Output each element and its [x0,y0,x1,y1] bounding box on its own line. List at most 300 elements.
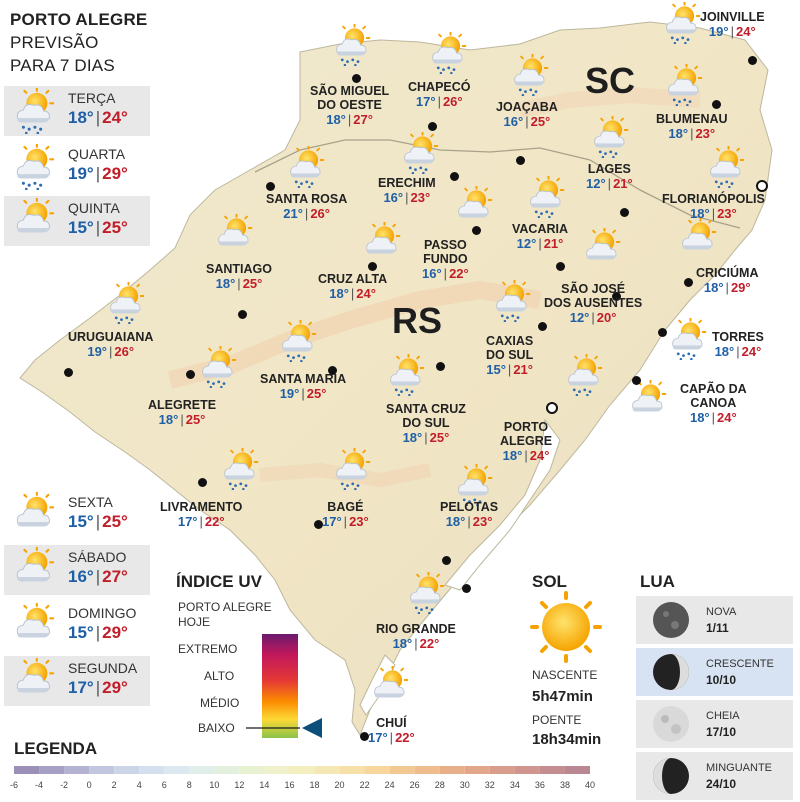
city-max-temp: 24° [735,24,756,39]
moon-phase-name: CRESCENTE [706,658,774,670]
city-name: LAGES [587,162,631,176]
city-name-line-1: SÃO MIGUEL [310,84,390,98]
legend-tick-label: 28 [434,780,445,790]
city-label [544,282,642,326]
legend-tick-label: 8 [186,780,192,790]
moon-phase-name: MINGUANTE [706,762,772,774]
moon-phase-name: CHEIA [706,710,740,722]
city-max-temp: 26° [114,344,135,359]
forecast-max-temp: 25° [102,218,128,237]
city-temps: 17° | 22° [368,730,415,745]
city-temps: 16° | 22° [422,266,469,281]
sun-cloud-icon [10,658,56,709]
city-label [500,420,552,464]
sun-cloud-icon [10,492,56,543]
city-label [496,100,558,130]
city-max-temp: 24° [741,344,762,359]
legend-color-swatch [239,766,264,774]
city-min-temp: 18° [703,280,724,295]
uv-level-baixo: BAIXO [198,721,235,735]
legend-tick-label: 34 [509,780,520,790]
legend-color-swatch [114,766,139,774]
city-label [586,162,633,192]
city-marker[interactable] [684,278,693,287]
city-min-temp: 18° [668,126,689,141]
city-min-temp: 17° [177,514,198,529]
moon-phase-name: NOVA [706,606,737,618]
city-max-temp: 23° [695,126,716,141]
sun-cloud-icon [10,603,56,654]
city-name-line-1: SÃO JOSÉ [561,282,626,296]
city-max-temp: 24° [529,448,550,463]
city-max-temp: 23° [717,206,737,221]
uv-level-extremo: EXTREMO [178,642,238,656]
legend-color-swatch [515,766,540,774]
forecast-temps: 15° | 29° [68,623,128,642]
city-max-temp: 27° [353,112,373,127]
city-marker[interactable] [546,402,558,414]
sun-cloud-icon [10,547,56,598]
city-label [696,266,759,296]
forecast-day-name: SEXTA [68,494,113,510]
new-moon-icon [650,599,692,646]
legend-tick-label: 30 [459,780,470,790]
legend-color-swatch [14,766,39,774]
city-name: VACARIA [512,222,569,236]
waning-moon-icon [650,755,692,802]
city-marker[interactable] [436,362,445,371]
city-marker[interactable] [462,584,471,593]
city-temps: 12° | 20° [569,310,617,325]
city-temps: 18° | 24° [329,286,376,301]
city-temps: 12° | 21° [586,176,633,191]
city-max-temp: 25° [242,276,263,291]
city-min-temp: 21° [283,206,303,221]
city-max-temp: 25° [185,412,206,427]
city-marker[interactable] [756,180,768,192]
legend-tick-label: 26 [409,780,420,790]
sun-cloud-rain-icon [196,346,238,393]
uv-level-alto: ALTO [204,669,235,683]
city-temps: 17° | 26° [415,94,463,109]
legend-color-swatch [565,766,590,774]
sun-cloud-rain-icon [524,176,566,223]
forecast-day-name: QUINTA [68,200,120,216]
city-label [368,716,415,746]
city-name: JOAÇABA [496,100,558,114]
city-label [378,176,436,206]
city-max-temp: 26° [442,94,463,109]
sun-cloud-icon [212,214,254,261]
sun-cloud-rain-icon [330,448,372,495]
legend-color-swatch [415,766,440,774]
legend-color-swatch [315,766,340,774]
city-label [322,500,369,530]
city-marker[interactable] [538,322,547,331]
city-min-temp: 18° [714,344,735,359]
city-max-temp: 25° [530,114,551,129]
uv-gradient-bar [262,634,298,738]
sun-cloud-rain-icon [10,144,56,195]
city-min-temp: 18° [445,514,466,529]
forecast-day-name: DOMINGO [68,605,137,621]
forecast-temps: 16° | 27° [68,567,128,586]
city-temps: 18° | 22° [392,636,440,651]
uv-level-medio: MÉDIO [200,696,240,710]
forecast-day-row [4,656,150,706]
legend-tick-label: -4 [35,780,44,790]
legend-color-swatch [89,766,114,774]
legend-color-swatch [264,766,289,774]
forecast-temps: 15° | 25° [68,512,128,531]
forecast-max-temp: 25° [102,512,128,531]
city-temps: 18° | 25° [215,276,263,291]
city-marker[interactable] [516,156,525,165]
city-label [376,622,456,652]
forecast-day-row [4,490,150,540]
forecast-day-row [4,545,150,595]
city-max-temp: 29° [730,280,751,295]
state-label-sc: SC [585,60,636,101]
city-temps: 18° | 23° [445,514,493,529]
city-min-temp: 19° [87,344,108,359]
city-marker[interactable] [352,74,361,83]
city-name-line-2: DO OESTE [317,98,382,112]
moon-phase-row [636,700,793,748]
legend-color-swatch [490,766,515,774]
city-label [206,262,272,292]
city-min-temp: 18° [329,286,349,301]
city-temps: 16° | 25° [503,114,551,129]
sun-cloud-icon [10,198,56,249]
legend-color-swatch [340,766,365,774]
header-subtitle-2: PARA 7 DIAS [10,56,115,75]
city-marker[interactable] [442,556,451,565]
sun-cloud-rain-icon [490,280,532,327]
forecast-max-temp: 29° [102,678,128,697]
city-label [386,402,466,446]
sunrise-label: NASCENTE [532,668,598,682]
sun-icon [532,593,600,661]
city-temps: 15° | 21° [486,362,533,377]
city-max-temp: 23° [410,190,431,205]
sun-cloud-rain-icon [404,572,446,619]
city-label [656,112,728,142]
city-temps: 18° | 24° [689,410,737,425]
legend-tick-label: -2 [60,780,69,790]
legend-color-swatch [465,766,490,774]
city-min-temp: 16° [503,114,524,129]
city-max-temp: 20° [596,310,617,325]
city-min-temp: 17° [322,514,342,529]
sun-cloud-icon [368,666,410,713]
legend-tick-label: 12 [234,780,245,790]
uv-title: ÍNDICE UV [176,572,262,591]
city-min-temp: 15° [486,362,506,377]
city-name: CHUÍ [376,716,407,730]
forecast-temps: 17° | 29° [68,678,128,697]
city-max-temp: 22° [449,266,469,281]
city-name: CRUZ ALTA [318,272,388,286]
legend-color-swatch [365,766,390,774]
sun-cloud-rain-icon [704,146,746,193]
city-max-temp: 21° [543,236,564,251]
city-label [486,334,533,378]
city-max-temp: 21° [513,362,533,377]
city-min-temp: 18° [215,276,236,291]
city-max-temp: 23° [472,514,493,529]
city-name-line-1: PASSO [423,238,467,252]
city-temps: 19° | 26° [87,344,135,359]
full-moon-icon [650,703,692,750]
city-max-temp: 24° [717,410,737,425]
legend-tick-label: 20 [334,780,345,790]
city-marker[interactable] [186,370,195,379]
city-min-temp: 18° [392,636,413,651]
forecast-day-row [4,142,150,192]
forecast-min-temp: 15° [68,512,94,531]
city-marker[interactable] [64,368,73,377]
sun-cloud-rain-icon [508,54,550,101]
sun-cloud-rain-icon [426,32,468,79]
legend-color-swatch [214,766,239,774]
legend-tick-label: 4 [136,780,142,790]
moon-phase-date: 17/10 [706,725,737,739]
sun-cloud-rain-icon [562,354,604,401]
legend-tick-label: 22 [359,780,370,790]
sun-cloud-icon [580,228,622,275]
sun-cloud-rain-icon [276,320,318,367]
legend-color-swatch [39,766,64,774]
city-name: CHAPECÓ [408,80,471,94]
city-marker[interactable] [620,208,629,217]
sun-cloud-rain-icon [104,282,146,329]
legend-title: LEGENDA [14,739,98,758]
city-min-temp: 12° [569,310,590,325]
forecast-min-temp: 15° [68,623,94,642]
uv-subtitle: PORTO ALEGRE [178,600,272,614]
city-max-temp: 24° [356,286,376,301]
forecast-min-temp: 18° [68,108,94,127]
city-max-temp: 26° [310,206,330,221]
legend-color-swatch [164,766,189,774]
city-label [422,238,469,282]
city-label [260,372,346,402]
sunrise-time: 5h47min [532,688,593,705]
city-label [440,500,498,530]
sun-cloud-rain-icon [666,318,708,365]
city-name: SANTIAGO [206,262,272,276]
waxing-moon-icon [650,651,692,698]
city-marker[interactable] [712,100,721,109]
legend-tick-label: -6 [9,780,18,790]
city-marker[interactable] [748,56,757,65]
city-marker[interactable] [472,226,481,235]
moon-phase-row [636,648,793,696]
legend-tick-label: 24 [384,780,395,790]
city-label [68,330,153,360]
city-min-temp: 18° [402,430,423,445]
city-marker[interactable] [368,262,377,271]
sun-cloud-icon [676,218,718,265]
city-name-line-1: SANTA CRUZ [386,402,466,416]
city-marker[interactable] [632,376,641,385]
legend-color-swatch [64,766,89,774]
legend-color-swatch [289,766,314,774]
moon-phase-date: 10/10 [706,673,737,687]
header-title: PORTO ALEGRE [10,10,148,29]
city-label [266,192,347,222]
legend-color-swatch [189,766,214,774]
uv-current-marker [302,718,322,738]
legend-color-swatch [440,766,465,774]
city-marker[interactable] [198,478,207,487]
city-name-line-2: DOS AUSENTES [544,296,643,310]
sun-cloud-icon [626,380,668,427]
city-label [160,500,242,530]
city-temps: 17° | 23° [322,514,369,529]
city-min-temp: 17° [415,94,436,109]
city-min-temp: 16° [383,190,404,205]
forecast-day-name: TERÇA [68,90,116,106]
forecast-day-row [4,196,150,246]
legend-tick-label: 10 [209,780,220,790]
city-temps: 18° | 23° [668,126,716,141]
moon-phase-date: 1/11 [706,621,729,635]
city-min-temp: 18° [326,112,346,127]
legend-tick-label: 16 [284,780,295,790]
city-min-temp: 18° [689,410,710,425]
city-name: TORRES [712,330,764,344]
legend-color-swatch [540,766,565,774]
city-marker[interactable] [658,328,667,337]
city-label [408,80,471,110]
city-temps: 21° | 26° [283,206,330,221]
city-max-temp: 22° [204,514,225,529]
city-min-temp: 16° [422,266,442,281]
city-marker[interactable] [428,122,437,131]
city-label [148,398,216,428]
city-marker[interactable] [450,172,459,181]
forecast-day-name: QUARTA [68,146,126,162]
city-name: URUGUAIANA [68,330,154,344]
city-name: BAGÉ [327,500,364,514]
city-label [712,330,764,360]
city-name: JOINVILLE [700,10,765,24]
city-label [700,10,765,40]
sun-cloud-rain-icon [284,146,326,193]
city-name: RIO GRANDE [376,622,456,636]
legend-tick-label: 32 [484,780,495,790]
city-name: SANTA ROSA [266,192,348,206]
city-temps: 19° | 25° [279,386,327,401]
forecast-temps: 15° | 25° [68,218,128,237]
city-name-line-2: DO SUL [486,348,534,362]
city-temps: 18° | 23° [690,206,737,221]
city-min-temp: 18° [502,448,523,463]
legend-tick-label: 38 [559,780,570,790]
city-max-temp: 25° [429,430,450,445]
forecast-day-name: SÁBADO [68,549,127,565]
legend-color-bar [14,766,590,774]
city-max-temp: 21° [613,176,633,191]
city-temps: 18° | 24° [502,448,550,463]
forecast-temps: 18° | 24° [68,108,128,127]
city-name-line-2: CANOA [690,396,737,410]
city-name-line-1: CAXIAS [486,334,534,348]
moon-phase-row [636,752,793,800]
legend-tick-label: 14 [259,780,270,790]
sun-cloud-rain-icon [384,354,426,401]
forecast-max-temp: 29° [102,623,128,642]
city-name-line-1: CAPÃO DA [680,382,747,396]
city-name: FLORIANÓPOLIS [662,192,765,206]
sunset-label: POENTE [532,713,582,727]
legend-tick-label: 36 [534,780,545,790]
state-label-rs: RS [392,300,443,341]
city-min-temp: 18° [158,412,179,427]
city-marker[interactable] [238,310,247,319]
city-temps: 17° | 22° [177,514,225,529]
moon-phase-row [636,596,793,644]
sun-title: SOL [532,572,567,591]
city-marker[interactable] [556,262,565,271]
city-name-line-2: FUNDO [423,252,468,266]
city-name: LIVRAMENTO [160,500,243,514]
moon-title: LUA [640,572,675,591]
forecast-min-temp: 19° [68,164,94,183]
header-subtitle: PREVISÃO [10,33,99,52]
city-temps: 12° | 21° [516,236,564,251]
city-temps: 19° | 24° [708,24,756,39]
city-name-line-2: ALEGRE [500,434,553,448]
forecast-min-temp: 15° [68,218,94,237]
sun-cloud-rain-icon [218,448,260,495]
forecast-min-temp: 17° [68,678,94,697]
city-label [310,84,389,128]
city-temps: 18° | 29° [703,280,751,295]
sun-cloud-rain-icon [660,2,702,49]
sun-cloud-rain-icon [398,132,440,179]
city-temps: 18° | 25° [158,412,206,427]
city-max-temp: 22° [395,730,415,745]
forecast-max-temp: 24° [102,108,128,127]
legend-tick-label: 40 [584,780,595,790]
legend-tick-label: 18 [309,780,320,790]
forecast-day-row [4,601,150,651]
forecast-day-name: SEGUNDA [68,660,138,676]
city-marker[interactable] [266,182,275,191]
city-name: PELOTAS [440,500,499,514]
legend-color-swatch [139,766,164,774]
city-label [318,272,387,302]
city-name: BLUMENAU [656,112,728,126]
sun-cloud-icon [360,222,402,269]
city-min-temp: 12° [516,236,537,251]
sun-cloud-rain-icon [662,64,704,111]
city-name: ERECHIM [378,176,436,190]
legend-tick-label: 0 [86,780,92,790]
city-max-temp: 23° [349,514,369,529]
forecast-min-temp: 16° [68,567,94,586]
forecast-day-row [4,86,150,136]
city-name: CRICIÚMA [696,266,759,280]
city-temps: 18° | 25° [402,430,450,445]
legend-tick-label: 6 [161,780,167,790]
sun-cloud-rain-icon [588,116,630,163]
city-min-temp: 17° [368,730,388,745]
forecast-temps: 19° | 29° [68,164,128,183]
